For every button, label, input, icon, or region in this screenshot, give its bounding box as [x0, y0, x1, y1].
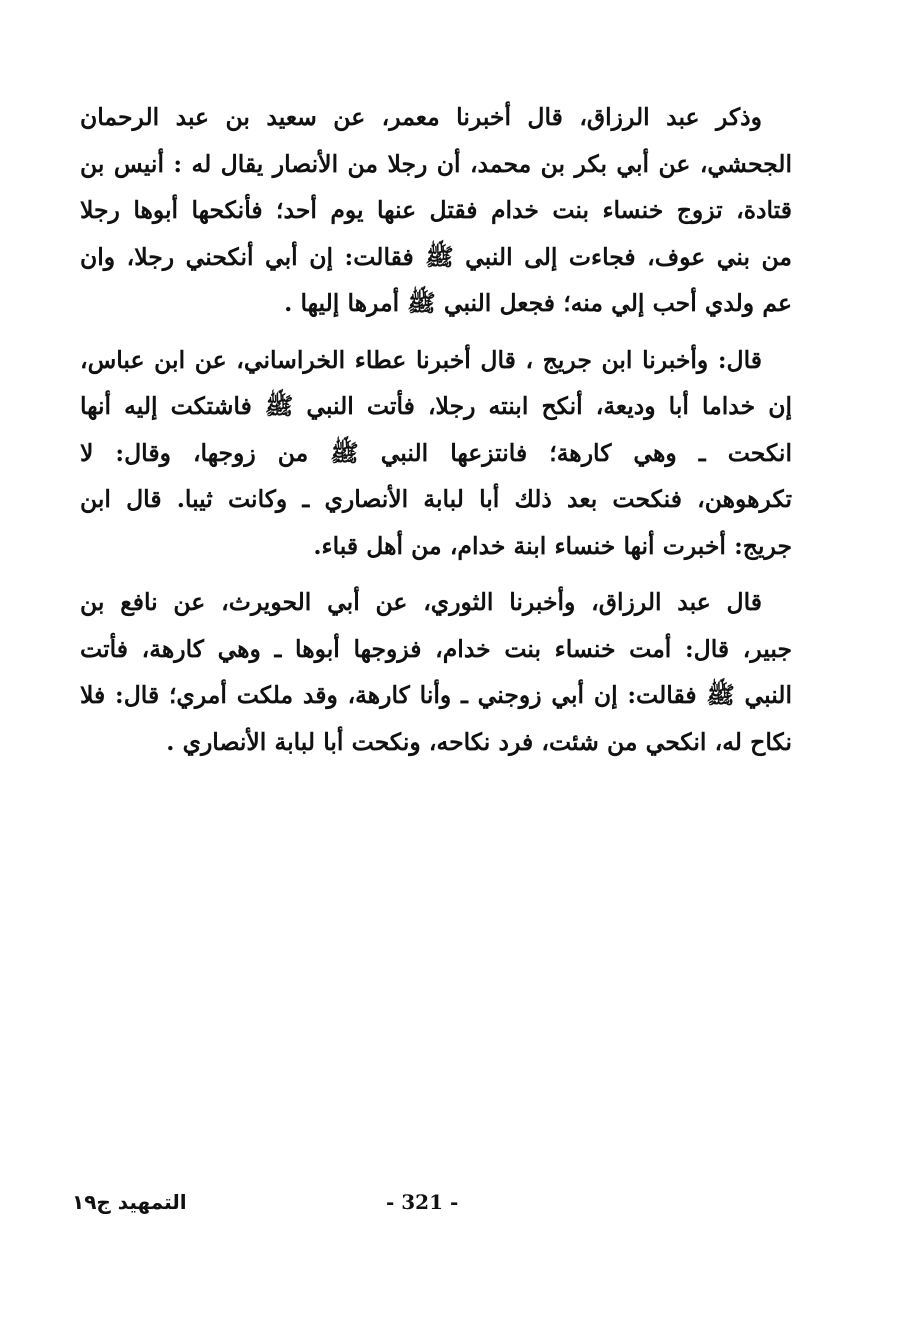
- text-line: جريج: أخبرت أنها خنساء ابنة خدام، من أهل قباء.: [313, 531, 792, 560]
- text-line: عم ولدي أحب إلي منه؛ فجعل النبي ﷺ أمرها إليها .: [284, 289, 792, 317]
- text-line: نكاح له، انكحي من شئت، فرد نكاحه، ونكحت أبا لبابة الأنصاري .: [166, 727, 792, 756]
- page-number: - 321 -: [386, 1190, 459, 1214]
- text-line: قال عبد الرزاق، وأخبرنا الثوري، عن أبي الحويرث، عن نافع بن: [80, 588, 762, 616]
- text-line: تكرهوهن، فنكحت بعد ذلك أبا لبابة الأنصاري ـ وكانت ثيبا. قال ابن: [80, 485, 792, 513]
- text-line: انكحت ـ وهي كارهة؛ فانتزعها النبي ﷺ من زوجها، وقال: لا: [80, 438, 792, 467]
- text-line: الجحشي، عن أبي بكر بن محمد، أن رجلا من الأنصار يقال له : أنيس بن: [80, 149, 792, 178]
- body-text: [80, 94, 792, 775]
- paragraph-2: [80, 337, 792, 570]
- text-line: من بني عوف، فجاءت إلى النبي ﷺ فقالت: إن أبي أنكحني رجلا، وان: [80, 242, 792, 271]
- text-line: قتادة، تزوج خنساء بنت خدام فقتل عنها يوم أحد؛ فأنكحها أبوها رجلا: [80, 196, 792, 224]
- text-line: النبي ﷺ فقالت: إن أبي زوجني ـ وأنا كارهة، وقد ملكت أمري؛ قال: فلا: [80, 681, 792, 709]
- text-line: جبير، قال: أمت خنساء بنت خدام، فزوجها أبوها ـ وهي كارهة، فأتت: [80, 634, 792, 663]
- paragraph-1: [80, 94, 792, 327]
- text-line: إن خداما أبا وديعة، أنكح ابنته رجلا، فأتت النبي ﷺ فاشتكت إليه أنها: [80, 392, 792, 420]
- text-line: وذكر عبد الرزاق، قال أخبرنا معمر، عن سعيد بن عبد الرحمان: [80, 103, 762, 131]
- paragraph-3: [80, 579, 792, 765]
- text-line: قال: وأخبرنا ابن جريج ، قال أخبرنا عطاء الخراساني، عن ابن عباس،: [80, 345, 762, 374]
- book-reference: التمهيد ج١٩: [72, 1190, 187, 1214]
